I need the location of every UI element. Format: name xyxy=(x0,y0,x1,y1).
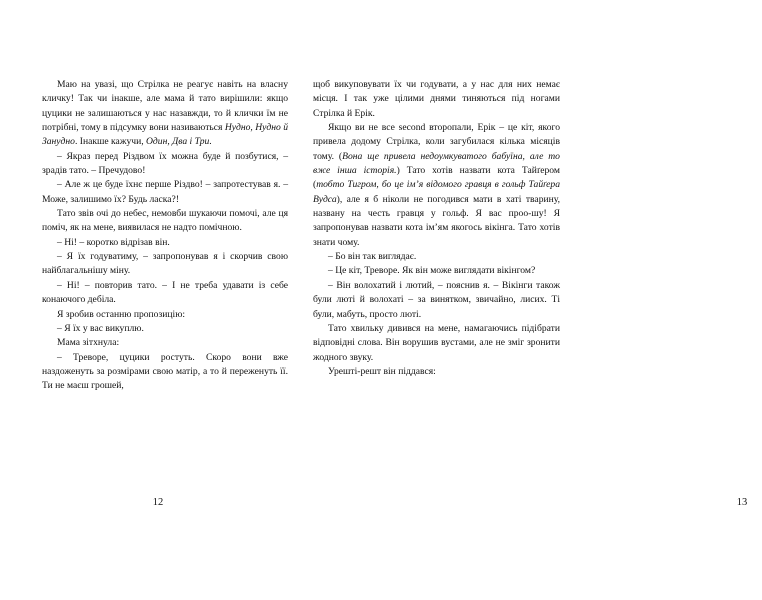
page-right xyxy=(300,0,748,600)
text-run: Якщо ви не все second второпали, Ерік – це кіт, якого привела додому Стрілка, коли загубилася кілька місяців тому. ( xyxy=(313,122,560,162)
italic-run: Нудно, Нудно й Занудно xyxy=(42,122,288,148)
text-run: щоб викуповувати їх чи годувати, а у нас для них немає місця. І так уже цілими днями тиняються під ногами Стрілка й Ерік. xyxy=(313,79,560,119)
right-page-text-block xyxy=(313,78,560,379)
left-page-text-block xyxy=(42,78,288,394)
text-run: ) Тато хотів назвати кота Тайґером ( xyxy=(313,165,560,191)
text-run: – Якраз перед Різдвом їх можна буде й позбутися, – зрадів тато. – Пречудово! xyxy=(42,150,288,177)
paragraph xyxy=(313,121,560,250)
paragraph xyxy=(313,365,560,379)
paragraph xyxy=(42,336,288,350)
paragraph xyxy=(42,279,288,308)
text-run: . xyxy=(209,136,212,148)
text-run: Маю на увазі, що Стрілка не реагує навіть на власну кличку! Так чи інакше, але мама й тато вирішили: якщо цуцики не залишаються у нас назавжди, то й клички їм не потрібні, тому в підсумку вони називаються xyxy=(42,79,288,134)
italic-run: тобто Тигром, бо це ім’я відомого гравця в гольф Тайґера Вудса xyxy=(313,179,560,205)
paragraph xyxy=(42,207,288,236)
page-number-left: 12 xyxy=(152,497,164,508)
text-run: Тато хвильку дивився на мене, намагаючись підібрати відповідні слова. Він ворушив вустами, але не зміг зронити жодного звуку. xyxy=(313,322,560,363)
paragraph xyxy=(313,78,560,121)
text-run: . Інакше кажучи, xyxy=(74,136,146,148)
paragraph xyxy=(313,250,560,264)
text-run: Мама зітхнула: xyxy=(57,337,120,349)
text-run: – Він волохатий і лютий, – пояснив я. – Вікінги також були люті й волохаті – за винятком, звичайно, лисих. Ті були, мабуть, просто люті. xyxy=(313,279,560,320)
page-left xyxy=(0,0,300,600)
text-run: – Ні! – повторив тато. – І не треба удавати із себе конаючого дебіла. xyxy=(42,279,288,306)
text-run: ), але я б ніколи не погодився мати в хаті тварину, названу на честь гравця у гольф. Я вас проо-шу! Я запропонував назвати кота ім’ям якогось вікінга. Тато хотів знати чому. xyxy=(313,193,560,248)
text-run: – Бо він так виглядає. xyxy=(328,251,417,263)
italic-run: Один, Два і Три xyxy=(146,136,210,148)
paragraph xyxy=(42,351,288,394)
text-run: – Я їх годуватиму, – запропонував я і скорчив свою найблагальнішу міну. xyxy=(42,251,288,277)
text-run: Тато звів очі до небес, немовби шукаючи помочі, але ця поміч, як на мене, виявилася не надто помічною. xyxy=(42,208,288,234)
text-run: – Але ж це буде їхнє перше Різдво! – запротестував я. – Може, залишимо їх? Будь ласка?! xyxy=(42,179,288,205)
text-run: – Це кіт, Треворе. Як він може виглядати вікінгом? xyxy=(328,265,536,277)
text-run: – Я їх у вас викуплю. xyxy=(57,322,144,334)
text-run: Урешті-решт він піддався: xyxy=(328,365,436,377)
italic-run: Вона ще привела недоумкуватого бабуїна, але то вже інша історія. xyxy=(313,150,560,177)
paragraph xyxy=(42,322,288,336)
text-run: – Ні! – коротко відрізав він. xyxy=(57,236,170,248)
paragraph xyxy=(42,78,288,150)
paragraph xyxy=(313,322,560,365)
paragraph xyxy=(42,236,288,250)
text-run: – Треворе, цуцики ростуть. Скоро вони вже наздоженуть за розмірами свою матір, а то й переженуть її. Ти не маєш грошей, xyxy=(42,351,288,392)
paragraph xyxy=(42,308,288,322)
paragraph xyxy=(42,250,288,279)
paragraph xyxy=(42,150,288,179)
text-run: Я зробив останню пропозицію: xyxy=(57,308,186,320)
page-number-right: 13 xyxy=(736,497,748,508)
paragraph xyxy=(313,279,560,322)
paragraph xyxy=(313,264,560,278)
paragraph xyxy=(42,178,288,207)
